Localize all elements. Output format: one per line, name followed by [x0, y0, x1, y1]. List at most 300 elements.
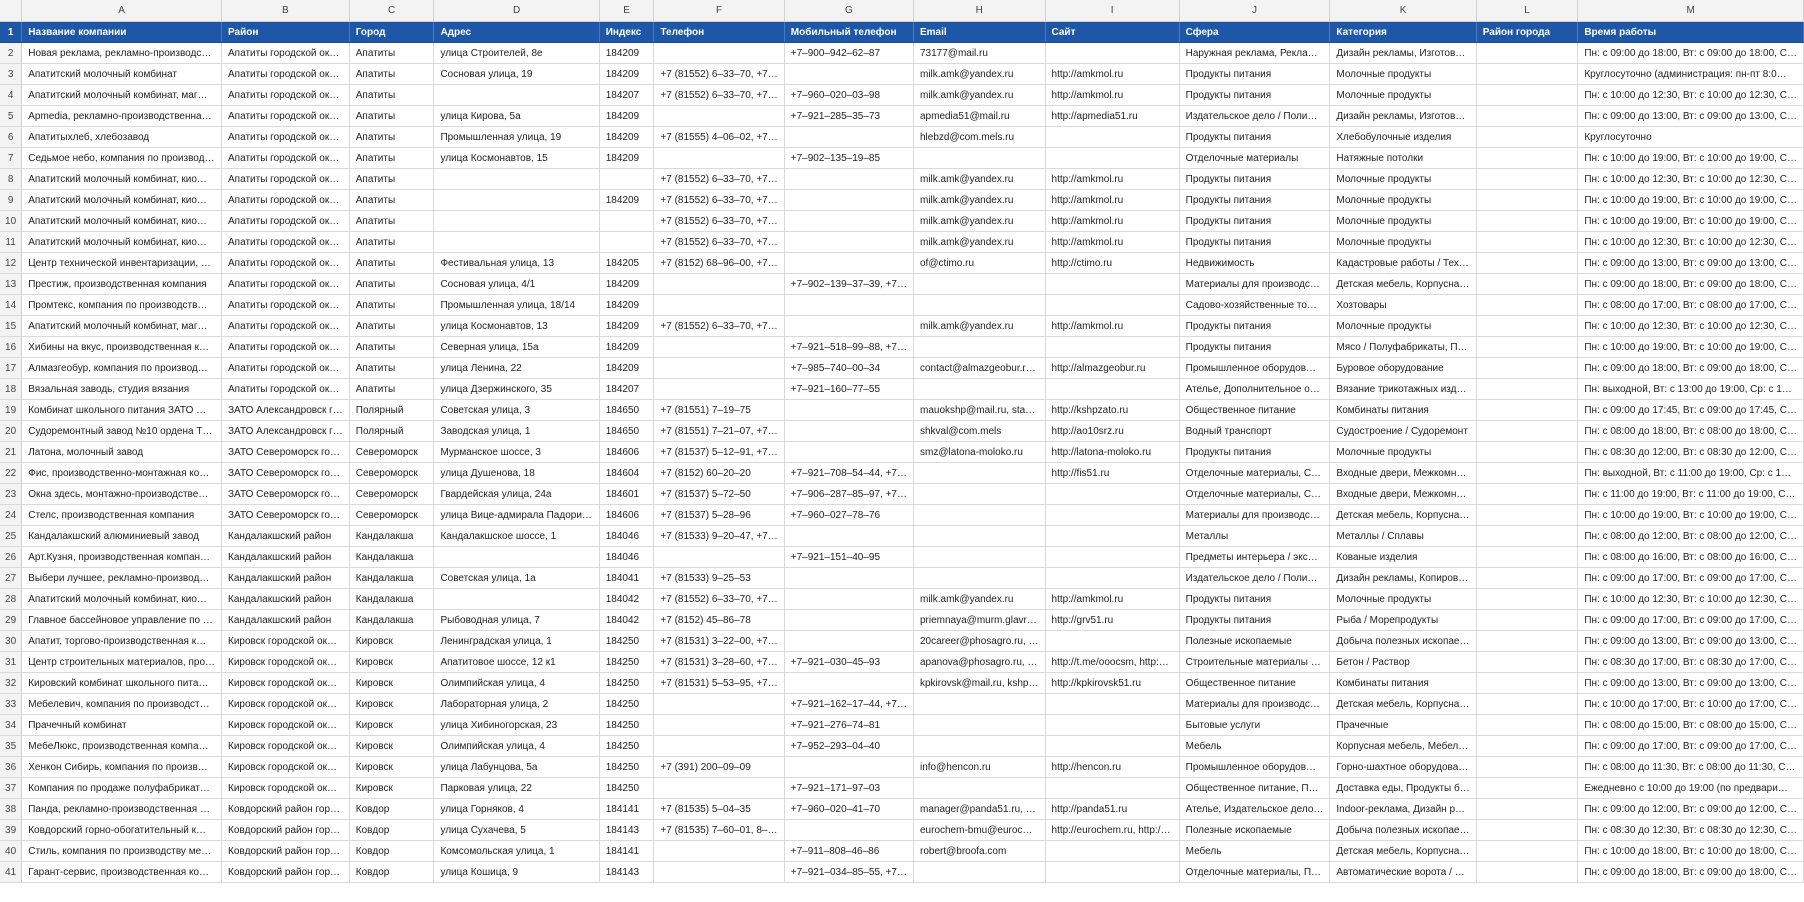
table-cell[interactable]: +7‒921‒160‒77‒55 [784, 379, 913, 400]
table-cell[interactable]: Пн: с 08:00 до 12:00, Вт: с 08:00 до 12:00, С… [1578, 526, 1804, 547]
table-cell[interactable] [1045, 295, 1179, 316]
table-cell[interactable]: Апатиты [349, 295, 434, 316]
row-number[interactable]: 37 [0, 778, 22, 799]
table-cell[interactable]: +7 (81551) 7‒21‒07, +7… [654, 421, 784, 442]
table-cell[interactable]: +7‒921‒285‒35‒73 [784, 106, 913, 127]
table-cell[interactable]: +7 (81555) 4‒06‒02, +7… [654, 127, 784, 148]
table-cell[interactable]: 184143 [599, 862, 654, 883]
table-cell[interactable]: +7‒921‒030‒45‒93 [784, 652, 913, 673]
table-cell[interactable]: Апатиты [349, 337, 434, 358]
table-cell[interactable]: Кировский комбинат школьного пита… [22, 673, 222, 694]
table-cell[interactable] [784, 568, 913, 589]
table-cell[interactable] [434, 190, 599, 211]
table-cell[interactable]: Молочные продукты [1330, 190, 1476, 211]
table-cell[interactable]: 184046 [599, 547, 654, 568]
table-cell[interactable]: Пн: с 10:00 до 12:30, Вт: с 10:00 до 12:30, С… [1578, 85, 1804, 106]
column-letter-j[interactable]: J [1179, 0, 1330, 22]
table-cell[interactable]: Мебель [1179, 736, 1330, 757]
table-cell[interactable] [1476, 358, 1578, 379]
table-cell[interactable]: Дизайн рекламы, Копиров… [1330, 568, 1476, 589]
table-cell[interactable]: Пн: с 08:00 до 16:00, Вт: с 08:00 до 16:00, С… [1578, 547, 1804, 568]
table-cell[interactable]: Главное бассейновое управление по … [22, 610, 222, 631]
table-cell[interactable]: Ковдор [349, 799, 434, 820]
header-cell[interactable]: Индекс [599, 22, 654, 43]
table-cell[interactable]: Пн: с 08:30 до 12:30, Вт: с 08:30 до 12:30, С… [1578, 820, 1804, 841]
table-cell[interactable]: Пн: с 09:00 до 17:00, Вт: с 09:00 до 17:00, С… [1578, 736, 1804, 757]
table-cell[interactable]: Судостроение / Судоремонт [1330, 421, 1476, 442]
table-cell[interactable]: Пн: с 08:00 до 18:00, Вт: с 08:00 до 18:00, С… [1578, 421, 1804, 442]
table-cell[interactable] [654, 106, 784, 127]
table-cell[interactable]: Полезные ископаемые [1179, 631, 1330, 652]
table-cell[interactable]: +7 (81552) 6‒33‒70, +7… [654, 85, 784, 106]
table-cell[interactable]: Ковдорский район гор… [222, 862, 350, 883]
table-cell[interactable] [1476, 505, 1578, 526]
table-cell[interactable]: Предметы интерьера / экс… [1179, 547, 1330, 568]
table-cell[interactable]: Апатиты городской ок… [222, 379, 350, 400]
table-cell[interactable] [1476, 169, 1578, 190]
table-cell[interactable]: Ковдорский район гор… [222, 799, 350, 820]
row-number[interactable]: 7 [0, 148, 22, 169]
header-cell[interactable]: Район города [1476, 22, 1578, 43]
table-cell[interactable]: Ателье, Дополнительное о… [1179, 379, 1330, 400]
row-number[interactable]: 13 [0, 274, 22, 295]
table-cell[interactable]: Лабораторная улица, 2 [434, 694, 599, 715]
column-letter-e[interactable]: E [599, 0, 654, 22]
row-number[interactable]: 22 [0, 463, 22, 484]
table-cell[interactable]: Пн: с 10:00 до 19:00, Вт: с 10:00 до 19:00, С… [1578, 211, 1804, 232]
column-letter-d[interactable]: D [434, 0, 599, 22]
table-cell[interactable]: Кировск городской ок… [222, 631, 350, 652]
table-cell[interactable]: 184209 [599, 295, 654, 316]
table-cell[interactable]: Стелс, производственная компания [22, 505, 222, 526]
table-cell[interactable] [784, 127, 913, 148]
table-cell[interactable] [654, 547, 784, 568]
table-cell[interactable]: Входные двери, Межкомн… [1330, 463, 1476, 484]
table-cell[interactable]: Отделочные материалы, С… [1179, 463, 1330, 484]
table-cell[interactable] [913, 463, 1045, 484]
header-cell[interactable]: Время работы [1578, 22, 1804, 43]
table-cell[interactable] [784, 757, 913, 778]
table-cell[interactable] [784, 232, 913, 253]
table-cell[interactable]: +7 (81537) 5‒12‒91, +7… [654, 442, 784, 463]
table-cell[interactable]: Пн: выходной, Вт: с 11:00 до 19:00, Ср: с 1… [1578, 463, 1804, 484]
table-cell[interactable]: +7‒952‒293‒04‒40 [784, 736, 913, 757]
table-cell[interactable]: 184650 [599, 421, 654, 442]
table-cell[interactable]: Молочные продукты [1330, 211, 1476, 232]
table-cell[interactable]: Кировск [349, 652, 434, 673]
table-cell[interactable]: Бетон / Раствор [1330, 652, 1476, 673]
table-cell[interactable]: 184250 [599, 652, 654, 673]
table-cell[interactable] [1476, 400, 1578, 421]
table-cell[interactable]: Апатиты [349, 127, 434, 148]
table-cell[interactable]: Молочные продукты [1330, 232, 1476, 253]
table-cell[interactable]: Автоматические ворота / … [1330, 862, 1476, 883]
table-cell[interactable]: Апатиты городской ок… [222, 358, 350, 379]
table-cell[interactable]: Апатиты городской ок… [222, 253, 350, 274]
header-cell[interactable]: Город [349, 22, 434, 43]
table-cell[interactable]: +7‒921‒151‒40‒95 [784, 547, 913, 568]
table-cell[interactable] [654, 736, 784, 757]
table-cell[interactable]: Кировск [349, 778, 434, 799]
table-cell[interactable]: Апатит, торгово-производственная к… [22, 631, 222, 652]
row-number[interactable]: 41 [0, 862, 22, 883]
table-cell[interactable]: Горно-шахтное оборудова… [1330, 757, 1476, 778]
table-cell[interactable] [784, 64, 913, 85]
table-cell[interactable]: Пн: с 10:00 до 12:30, Вт: с 10:00 до 12:30, С… [1578, 589, 1804, 610]
table-cell[interactable]: улица Душенова, 18 [434, 463, 599, 484]
table-cell[interactable]: 184207 [599, 85, 654, 106]
table-cell[interactable]: Пн: с 09:00 до 13:00, Вт: с 09:00 до 13:00, С… [1578, 631, 1804, 652]
table-cell[interactable]: Издательское дело / Поли… [1179, 106, 1330, 127]
table-cell[interactable]: Апатиты [349, 232, 434, 253]
table-cell[interactable] [434, 232, 599, 253]
table-cell[interactable]: Апатиты [349, 379, 434, 400]
table-cell[interactable]: Пн: с 09:00 до 18:00, Вт: с 09:00 до 18:00, С… [1578, 358, 1804, 379]
table-cell[interactable] [913, 295, 1045, 316]
table-cell[interactable]: Наружная реклама, Рекла… [1179, 43, 1330, 64]
table-cell[interactable]: Пн: с 08:00 до 11:30, Вт: с 08:00 до 11:30, С… [1578, 757, 1804, 778]
table-cell[interactable]: Молочные продукты [1330, 316, 1476, 337]
table-cell[interactable]: Пн: с 10:00 до 12:30, Вт: с 10:00 до 12:30, С… [1578, 169, 1804, 190]
table-cell[interactable]: shkval@com.mels [913, 421, 1045, 442]
table-cell[interactable] [1476, 715, 1578, 736]
table-cell[interactable] [1476, 253, 1578, 274]
table-cell[interactable]: milk.amk@yandex.ru [913, 64, 1045, 85]
table-cell[interactable]: 184606 [599, 442, 654, 463]
table-cell[interactable]: http://kshpzato.ru [1045, 400, 1179, 421]
table-cell[interactable] [913, 274, 1045, 295]
table-cell[interactable]: Ковдорский горно-обогатительный к… [22, 820, 222, 841]
table-cell[interactable]: 184042 [599, 589, 654, 610]
table-cell[interactable]: Пн: с 09:00 до 12:00, Вт: с 09:00 до 12:00, С… [1578, 799, 1804, 820]
table-cell[interactable]: Пн: с 10:00 до 19:00, Вт: с 10:00 до 19:00, С… [1578, 190, 1804, 211]
table-cell[interactable]: улица Горняков, 4 [434, 799, 599, 820]
table-cell[interactable]: ЗАТО Североморск го… [222, 505, 350, 526]
table-cell[interactable]: 184250 [599, 631, 654, 652]
table-cell[interactable]: Апатиты городской ок… [222, 337, 350, 358]
table-cell[interactable]: Комсомольская улица, 1 [434, 841, 599, 862]
table-cell[interactable]: priemnaya@murm.glavr… [913, 610, 1045, 631]
table-cell[interactable]: Апатиты городской ок… [222, 295, 350, 316]
row-number[interactable]: 26 [0, 547, 22, 568]
table-cell[interactable]: Водный транспорт [1179, 421, 1330, 442]
table-cell[interactable] [1045, 274, 1179, 295]
row-number[interactable]: 3 [0, 64, 22, 85]
table-cell[interactable]: Апатиты городской ок… [222, 43, 350, 64]
table-cell[interactable]: Продукты питания [1179, 64, 1330, 85]
table-cell[interactable] [1476, 190, 1578, 211]
table-cell[interactable]: Корпусная мебель, Мебел… [1330, 736, 1476, 757]
table-cell[interactable]: Олимпийская улица, 4 [434, 736, 599, 757]
table-cell[interactable] [654, 337, 784, 358]
table-cell[interactable] [784, 442, 913, 463]
table-cell[interactable]: Североморск [349, 463, 434, 484]
table-cell[interactable]: Олимпийская улица, 4 [434, 673, 599, 694]
table-cell[interactable]: Пн: с 09:00 до 17:45, Вт: с 09:00 до 17:45, С… [1578, 400, 1804, 421]
header-cell[interactable]: Категория [1330, 22, 1476, 43]
column-letter-m[interactable]: M [1578, 0, 1804, 22]
table-cell[interactable]: 184209 [599, 43, 654, 64]
table-cell[interactable]: +7 (81551) 7‒19‒75 [654, 400, 784, 421]
table-cell[interactable] [1476, 484, 1578, 505]
table-cell[interactable]: +7 (81552) 6‒33‒70, +7… [654, 211, 784, 232]
table-cell[interactable]: Полярный [349, 421, 434, 442]
table-cell[interactable]: http://fis51.ru [1045, 463, 1179, 484]
row-number[interactable]: 34 [0, 715, 22, 736]
table-cell[interactable]: +7 (391) 200‒09‒09 [654, 757, 784, 778]
row-number[interactable]: 23 [0, 484, 22, 505]
table-cell[interactable]: +7‒911‒808‒46‒86 [784, 841, 913, 862]
table-cell[interactable]: Апатиты [349, 64, 434, 85]
table-cell[interactable]: Продукты питания [1179, 190, 1330, 211]
column-letter-c[interactable]: C [349, 0, 434, 22]
table-cell[interactable]: Североморск [349, 505, 434, 526]
table-cell[interactable] [784, 400, 913, 421]
row-number[interactable]: 29 [0, 610, 22, 631]
table-cell[interactable]: Мясо / Полуфабрикаты, П… [1330, 337, 1476, 358]
table-cell[interactable]: улица Вице-адмирала Падори… [434, 505, 599, 526]
table-cell[interactable]: Апатитский молочный комбинат, кио… [22, 232, 222, 253]
table-cell[interactable]: Недвижимость [1179, 253, 1330, 274]
row-number[interactable]: 25 [0, 526, 22, 547]
column-letter-f[interactable]: F [654, 0, 784, 22]
table-cell[interactable]: Окна здесь, монтажно-производстве… [22, 484, 222, 505]
table-cell[interactable]: 184250 [599, 715, 654, 736]
table-cell[interactable]: Материалы для производс… [1179, 694, 1330, 715]
table-cell[interactable]: Апатиты [349, 190, 434, 211]
table-cell[interactable] [1476, 778, 1578, 799]
table-cell[interactable]: Ковдорский район гор… [222, 820, 350, 841]
row-number[interactable]: 28 [0, 589, 22, 610]
table-cell[interactable] [1476, 547, 1578, 568]
table-cell[interactable]: МебеЛюкс, производственная компа… [22, 736, 222, 757]
row-number[interactable]: 32 [0, 673, 22, 694]
table-cell[interactable]: +7‒902‒135‒19‒85 [784, 148, 913, 169]
table-cell[interactable]: Продукты питания [1179, 127, 1330, 148]
table-cell[interactable]: Апатиты городской ок… [222, 274, 350, 295]
table-cell[interactable]: Молочные продукты [1330, 85, 1476, 106]
table-cell[interactable]: 184209 [599, 64, 654, 85]
table-cell[interactable]: http://ctimo.ru [1045, 253, 1179, 274]
table-cell[interactable]: Апатитский молочный комбинат [22, 64, 222, 85]
table-cell[interactable]: Продукты питания [1179, 442, 1330, 463]
header-cell[interactable]: Телефон [654, 22, 784, 43]
table-cell[interactable]: Кандалакша [349, 568, 434, 589]
row-number[interactable]: 11 [0, 232, 22, 253]
table-cell[interactable]: Стиль, компания по производству ме… [22, 841, 222, 862]
table-cell[interactable] [1045, 526, 1179, 547]
table-cell[interactable]: Заводская улица, 1 [434, 421, 599, 442]
table-cell[interactable]: 184604 [599, 463, 654, 484]
row-number[interactable]: 20 [0, 421, 22, 442]
table-cell[interactable]: улица Космонавтов, 15 [434, 148, 599, 169]
table-cell[interactable]: milk.amk@yandex.ru [913, 190, 1045, 211]
table-cell[interactable]: 184042 [599, 610, 654, 631]
table-cell[interactable] [654, 379, 784, 400]
table-cell[interactable]: Ковдор [349, 820, 434, 841]
table-cell[interactable] [1476, 820, 1578, 841]
table-cell[interactable]: Выбери лучшее, рекламно-производ… [22, 568, 222, 589]
table-cell[interactable] [1476, 379, 1578, 400]
table-cell[interactable]: Мурманское шоссе, 3 [434, 442, 599, 463]
table-cell[interactable]: Кировск городской ок… [222, 778, 350, 799]
table-cell[interactable] [1476, 442, 1578, 463]
table-cell[interactable]: robert@broofa.com [913, 841, 1045, 862]
table-cell[interactable]: Пн: выходной, Вт: с 13:00 до 19:00, Ср: с 1… [1578, 379, 1804, 400]
table-cell[interactable]: Издательское дело / Поли… [1179, 568, 1330, 589]
header-cell[interactable]: Мобильный телефон [784, 22, 913, 43]
table-cell[interactable]: Кандалакша [349, 589, 434, 610]
table-cell[interactable] [654, 778, 784, 799]
table-cell[interactable]: +7‒902‒139‒37‒39, +7… [784, 274, 913, 295]
header-cell[interactable]: Сфера [1179, 22, 1330, 43]
table-cell[interactable]: Апатитский молочный комбинат, маг… [22, 316, 222, 337]
table-cell[interactable]: Гарант-сервис, производственная ко… [22, 862, 222, 883]
table-cell[interactable] [913, 379, 1045, 400]
table-cell[interactable] [1476, 463, 1578, 484]
table-cell[interactable]: Комбинат школьного питания ЗАТО … [22, 400, 222, 421]
table-cell[interactable] [784, 169, 913, 190]
table-cell[interactable]: +7‒921‒162‒17‒44, +7… [784, 694, 913, 715]
table-cell[interactable]: Апатиты [349, 316, 434, 337]
table-cell[interactable]: улица Кошица, 9 [434, 862, 599, 883]
table-cell[interactable] [1476, 295, 1578, 316]
table-cell[interactable]: Металлы / Сплавы [1330, 526, 1476, 547]
row-number[interactable]: 16 [0, 337, 22, 358]
row-number[interactable]: 8 [0, 169, 22, 190]
table-cell[interactable]: +7 (81552) 6‒33‒70, +7… [654, 232, 784, 253]
table-cell[interactable]: Кованые изделия [1330, 547, 1476, 568]
table-cell[interactable] [1476, 274, 1578, 295]
table-cell[interactable]: 184209 [599, 274, 654, 295]
row-number[interactable]: 33 [0, 694, 22, 715]
table-cell[interactable]: Отделочные материалы, П… [1179, 862, 1330, 883]
table-cell[interactable]: Фис, производственно-монтажная ко… [22, 463, 222, 484]
table-cell[interactable]: Продукты питания [1179, 169, 1330, 190]
table-cell[interactable]: Ковдор [349, 841, 434, 862]
row-number[interactable]: 10 [0, 211, 22, 232]
table-cell[interactable]: Добыча полезных ископае… [1330, 631, 1476, 652]
table-cell[interactable]: 184209 [599, 190, 654, 211]
table-cell[interactable]: ЗАТО Александровск г… [222, 421, 350, 442]
table-cell[interactable]: Кировск [349, 631, 434, 652]
table-cell[interactable]: http://amkmol.ru [1045, 169, 1179, 190]
row-number[interactable]: 19 [0, 400, 22, 421]
table-cell[interactable] [654, 295, 784, 316]
table-cell[interactable]: 184209 [599, 127, 654, 148]
table-cell[interactable]: 184250 [599, 736, 654, 757]
column-letter-l[interactable]: L [1476, 0, 1578, 22]
table-cell[interactable]: Центр технической инвентаризации, … [22, 253, 222, 274]
table-cell[interactable]: Апатитский молочный комбинат, кио… [22, 589, 222, 610]
table-cell[interactable]: Пн: с 08:30 до 12:00, Вт: с 08:30 до 12:00, С… [1578, 442, 1804, 463]
table-cell[interactable]: Кировск городской ок… [222, 694, 350, 715]
row-number[interactable]: 39 [0, 820, 22, 841]
table-cell[interactable] [1476, 148, 1578, 169]
table-cell[interactable] [784, 190, 913, 211]
table-cell[interactable] [913, 778, 1045, 799]
row-number[interactable]: 24 [0, 505, 22, 526]
row-number[interactable]: 2 [0, 43, 22, 64]
table-cell[interactable]: Ленинградская улица, 1 [434, 631, 599, 652]
table-cell[interactable]: Мебелевич, компания по производст… [22, 694, 222, 715]
table-cell[interactable] [1045, 337, 1179, 358]
table-cell[interactable]: +7‒921‒171‒97‒03 [784, 778, 913, 799]
table-cell[interactable]: Апатиты [349, 148, 434, 169]
table-cell[interactable]: Продукты питания [1179, 610, 1330, 631]
table-cell[interactable] [1045, 715, 1179, 736]
table-cell[interactable]: +7‒921‒034‒85‒55, +7… [784, 862, 913, 883]
table-cell[interactable]: Пн: с 10:00 до 17:00, Вт: с 10:00 до 17:00, С… [1578, 694, 1804, 715]
table-cell[interactable]: Пн: с 09:00 до 13:00, Вт: с 09:00 до 13:00, С… [1578, 106, 1804, 127]
table-cell[interactable]: manager@panda51.ru, … [913, 799, 1045, 820]
table-cell[interactable]: Апатиты городской ок… [222, 211, 350, 232]
table-cell[interactable]: +7‒960‒020‒41‒70 [784, 799, 913, 820]
table-cell[interactable] [784, 253, 913, 274]
table-cell[interactable]: Компания по продаже полуфабрикат… [22, 778, 222, 799]
table-cell[interactable]: Отделочные материалы, С… [1179, 484, 1330, 505]
table-cell[interactable]: Промышленное оборудов… [1179, 757, 1330, 778]
table-cell[interactable]: Кандалакшский район [222, 568, 350, 589]
table-cell[interactable]: Апатиты [349, 274, 434, 295]
table-cell[interactable]: milk.amk@yandex.ru [913, 316, 1045, 337]
table-cell[interactable]: 184250 [599, 694, 654, 715]
table-cell[interactable]: Полезные ископаемые [1179, 820, 1330, 841]
table-cell[interactable] [1045, 379, 1179, 400]
table-cell[interactable]: Северная улица, 15а [434, 337, 599, 358]
column-letter-k[interactable]: K [1330, 0, 1476, 22]
table-cell[interactable]: 184250 [599, 757, 654, 778]
table-cell[interactable]: Апатиты [349, 169, 434, 190]
table-cell[interactable]: Вязальная заводь, студия вязания [22, 379, 222, 400]
table-cell[interactable]: Молочные продукты [1330, 442, 1476, 463]
table-cell[interactable]: улица Лабунцова, 5а [434, 757, 599, 778]
table-cell[interactable]: 20career@phosagro.ru, … [913, 631, 1045, 652]
table-cell[interactable] [434, 85, 599, 106]
table-cell[interactable] [913, 505, 1045, 526]
table-cell[interactable]: Круглосуточно [1578, 127, 1804, 148]
table-cell[interactable]: Пн: с 10:00 до 18:00, Вт: с 10:00 до 18:00, С… [1578, 841, 1804, 862]
table-cell[interactable]: Кировск городской ок… [222, 652, 350, 673]
table-cell[interactable]: +7 (8152) 68‒96‒00, +7… [654, 253, 784, 274]
table-cell[interactable]: Детская мебель, Корпусна… [1330, 694, 1476, 715]
table-cell[interactable]: Апатиты [349, 253, 434, 274]
table-cell[interactable]: milk.amk@yandex.ru [913, 232, 1045, 253]
table-cell[interactable]: eurochem-bmu@euroc… [913, 820, 1045, 841]
table-cell[interactable]: Хлебобулочные изделия [1330, 127, 1476, 148]
table-cell[interactable] [599, 211, 654, 232]
table-cell[interactable]: +7 (81531) 3‒28‒60, +7… [654, 652, 784, 673]
table-cell[interactable]: 184041 [599, 568, 654, 589]
table-cell[interactable]: +7 (81552) 6‒33‒70, +7… [654, 64, 784, 85]
table-cell[interactable]: apmedia51@mail.ru [913, 106, 1045, 127]
table-cell[interactable]: Кировск [349, 694, 434, 715]
table-cell[interactable] [1476, 673, 1578, 694]
table-cell[interactable]: 184207 [599, 379, 654, 400]
table-cell[interactable]: 184606 [599, 505, 654, 526]
table-cell[interactable] [1476, 757, 1578, 778]
header-cell[interactable]: Район [222, 22, 350, 43]
table-cell[interactable]: Хенкон Сибирь, компания по произв… [22, 757, 222, 778]
table-cell[interactable]: Доставка еды, Продукты б… [1330, 778, 1476, 799]
table-cell[interactable]: Промышленное оборудов… [1179, 358, 1330, 379]
table-cell[interactable]: Рыбоводная улица, 7 [434, 610, 599, 631]
table-cell[interactable]: ЗАТО Александровск г… [222, 400, 350, 421]
table-cell[interactable] [784, 673, 913, 694]
table-cell[interactable] [599, 232, 654, 253]
table-cell[interactable]: Апатиты городской ок… [222, 64, 350, 85]
table-cell[interactable]: Дизайн рекламы, Изготов… [1330, 106, 1476, 127]
